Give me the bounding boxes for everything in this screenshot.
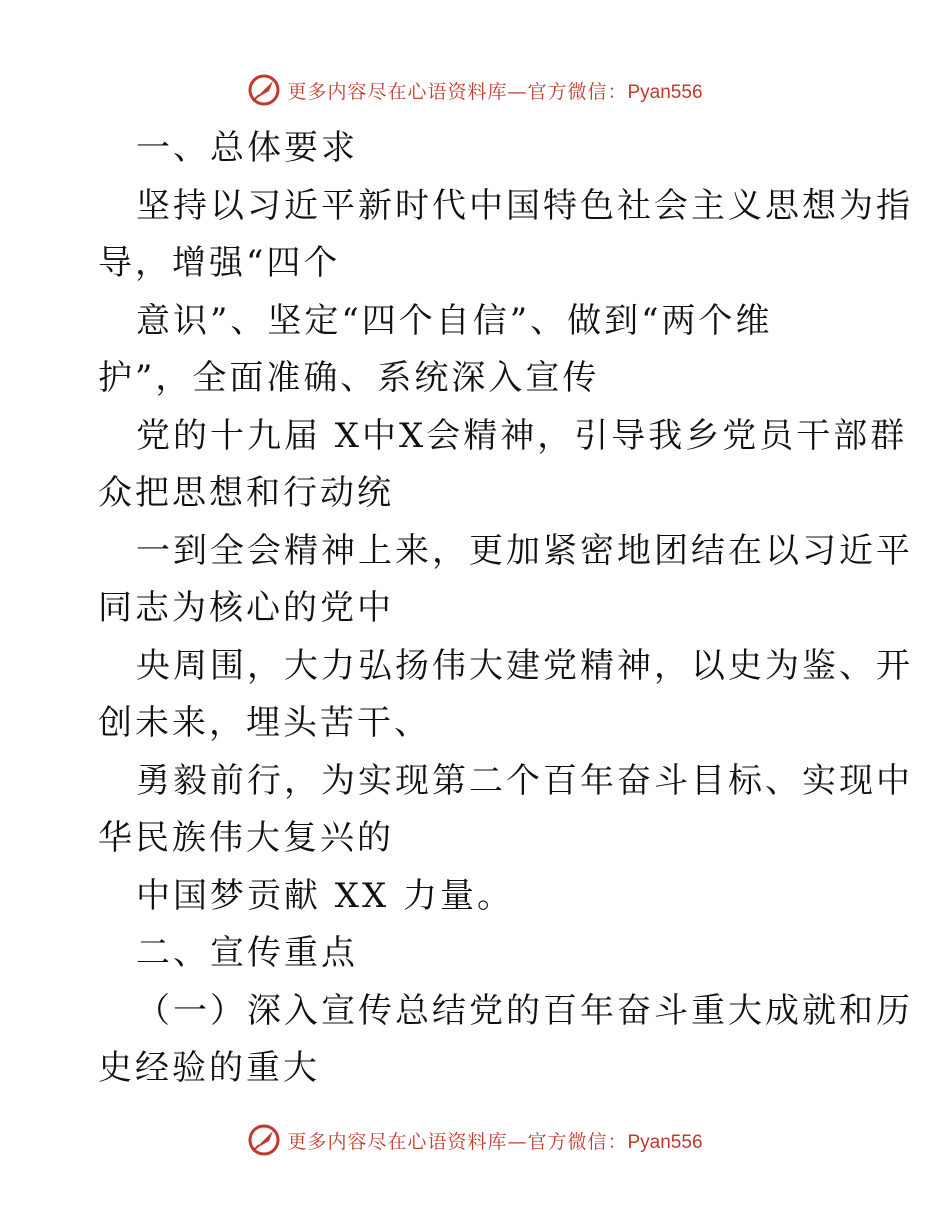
header-banner: [0, 70, 950, 110]
header-banner-text: 更多内容尽在心语资料库—官方微信：Pyan556: [287, 80, 703, 103]
section-heading-2: 二、宣传重点: [136, 933, 358, 973]
subsection-heading: （一）深入宣传总结党的百年奋斗重大成就和历: [136, 990, 913, 1031]
paragraph-line: 众把思想和行动统: [98, 473, 394, 513]
document-body: [98, 120, 913, 1098]
paragraph-line: 党的十九届 X中X会精神，引导我乡党员干部群: [136, 415, 908, 456]
paragraph-line: 勇毅前行，为实现第二个百年奋斗目标、实现中: [136, 760, 913, 801]
quill-logo-icon: [247, 1123, 281, 1157]
paragraph-line: 同志为核心的党中: [98, 588, 394, 628]
paragraph-line: 史经验的重大: [98, 1048, 320, 1088]
paragraph-line: 一到全会精神上来，更加紧密地团结在以习近平: [136, 530, 913, 571]
paragraph-line: 华民族伟大复兴的: [98, 818, 394, 858]
paragraph-line: 导，增强“四个: [98, 243, 341, 283]
paragraph-line: 护”，全面准确、系统深入宣传: [98, 358, 600, 398]
paragraph-line: 坚持以习近平新时代中国特色社会主义思想为指: [136, 185, 913, 226]
section-heading-1: 一、总体要求: [136, 128, 358, 168]
quill-logo-icon: [247, 73, 281, 107]
paragraph-line: 央周围，大力弘扬伟大建党精神，以史为鉴、开: [136, 645, 913, 686]
footer-wechat-id: Pyan556: [627, 1131, 703, 1153]
paragraph-line: 意识”、坚定“四个自信”、做到“两个维: [136, 300, 773, 341]
footer-banner: [0, 1120, 950, 1160]
footer-banner-text: 更多内容尽在心语资料库—官方微信：Pyan556: [287, 1130, 703, 1153]
paragraph-line: 中国梦贡献 XX 力量。: [136, 875, 515, 916]
header-wechat-id: Pyan556: [627, 81, 703, 103]
paragraph-line: 创未来，埋头苦干、: [98, 703, 431, 743]
